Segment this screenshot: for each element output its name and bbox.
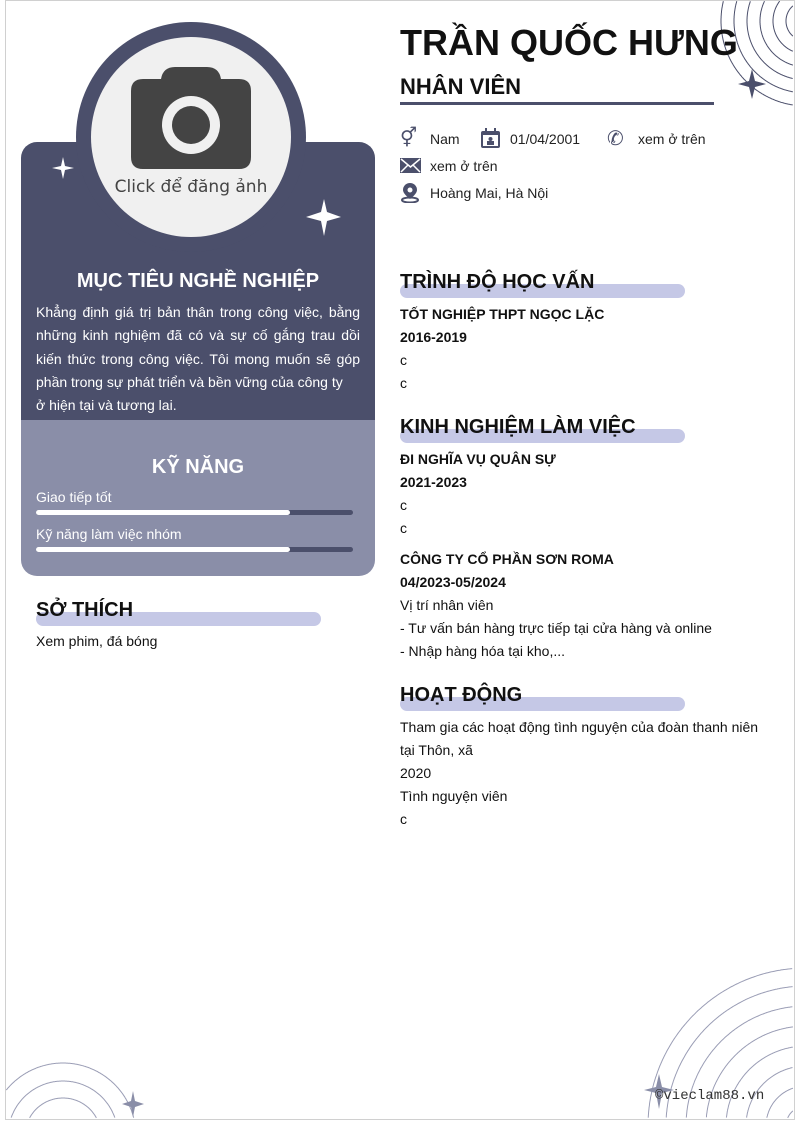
location-icon [401,183,419,203]
skill-bar [36,510,353,515]
watermark: ©vieclam88.vn [655,1088,765,1104]
sparkles [50,155,350,240]
skill-label: Kỹ năng làm việc nhóm [36,526,182,542]
skill-label: Giao tiếp tốt [36,489,112,505]
skills-title: KỸ NĂNG [151,456,245,478]
email-icon [400,158,421,173]
experience-heading [400,416,636,439]
education-heading [400,271,594,294]
objective-text [36,301,360,417]
decorative-arc [760,1,793,65]
decorative-arc [726,1047,792,1118]
title-divider [400,102,714,105]
calendar-icon [481,128,500,148]
experience-title: KINH NGHIỆM LÀM VIỆC [400,416,636,438]
decorative-arc [30,1098,97,1118]
experience-name: ĐI NGHĨA VỤ QUÂN SỰ [400,451,556,467]
education-title: TRÌNH ĐỘ HỌC VẤN [400,271,595,293]
education-name: TỐT NGHIỆP THPT NGỌC LẶC [400,306,605,322]
skill-bar-fill [36,510,290,515]
gender-icon: ⚥ [400,128,418,149]
hobbies-text: Xem phim, đá bóng [36,633,158,649]
activity-detail: c [400,811,407,827]
education-detail: c [400,352,407,368]
activities-title: HOẠT ĐỘNG [400,684,523,706]
sparkle-icon [306,199,341,236]
skill-bar-fill [36,547,290,552]
education-time: 2016-2019 [400,329,467,345]
objective-text-end: ở hiện tại và tương lai. [36,397,177,414]
activity-detail: Tham gia các hoạt động tình nguyện của đoàn thanh niên tại Thôn, xã [400,719,759,758]
activities-heading [400,684,522,707]
decorative-arc [786,6,793,36]
address-value: Hoàng Mai, Hà Nội [430,185,549,201]
hobbies-title: SỞ THÍCH [36,599,134,621]
sparkle-icon [52,157,74,179]
hobbies-heading [36,599,133,622]
sparkle-icon [738,69,766,99]
decorative-arc [747,1,793,78]
activity-detail: 2020 [400,765,432,781]
activity-detail: Tình nguyện viên [400,788,508,804]
sparkle-icon [122,1091,144,1117]
decorative-arc [767,1088,793,1118]
job-position: NHÂN VIÊN [400,74,522,99]
email-value: xem ở trên [430,158,498,174]
experience-detail: c [400,497,407,513]
decorative-arc [11,1081,115,1118]
objective-text-main: Khẳng định giá trị bản thân trong công việc, bằng những kinh nghiệm đã có và sự cố gắng trau dồi kiến thức trong công việc. Tôi mong muốn sẽ góp phần trong sự phát triển và bền vững của công ty [36,304,360,390]
decorative-arc [788,1111,793,1118]
phone-icon: ✆ [607,128,624,150]
experience-detail: Vị trí nhân viên [400,597,494,613]
experience-time: 04/2023-05/2024 [400,574,506,590]
experience-detail: c [400,520,407,536]
education-detail: c [400,375,407,391]
birthday-value: 01/04/2001 [510,131,581,147]
objective-title: MỤC TIÊU NGHỀ NGHIỆP [76,270,320,292]
experience-detail: - Tư vấn bán hàng trực tiếp tại cửa hàng và online [400,620,712,636]
experience-time: 2021-2023 [400,474,467,490]
decorative-arc [6,1063,133,1118]
skill-bar [36,547,353,552]
experience-name: CÔNG TY CỔ PHẦN SƠN ROMA [400,551,614,567]
full-name: TRẦN QUỐC HƯNG [400,22,738,63]
gender-value: Nam [430,131,460,147]
photo-label: Click để đăng ảnh [114,177,268,197]
camera-icon [131,65,251,169]
experience-detail: - Nhập hàng hóa tại kho,... [400,643,565,659]
phone-value: xem ở trên [638,131,706,147]
